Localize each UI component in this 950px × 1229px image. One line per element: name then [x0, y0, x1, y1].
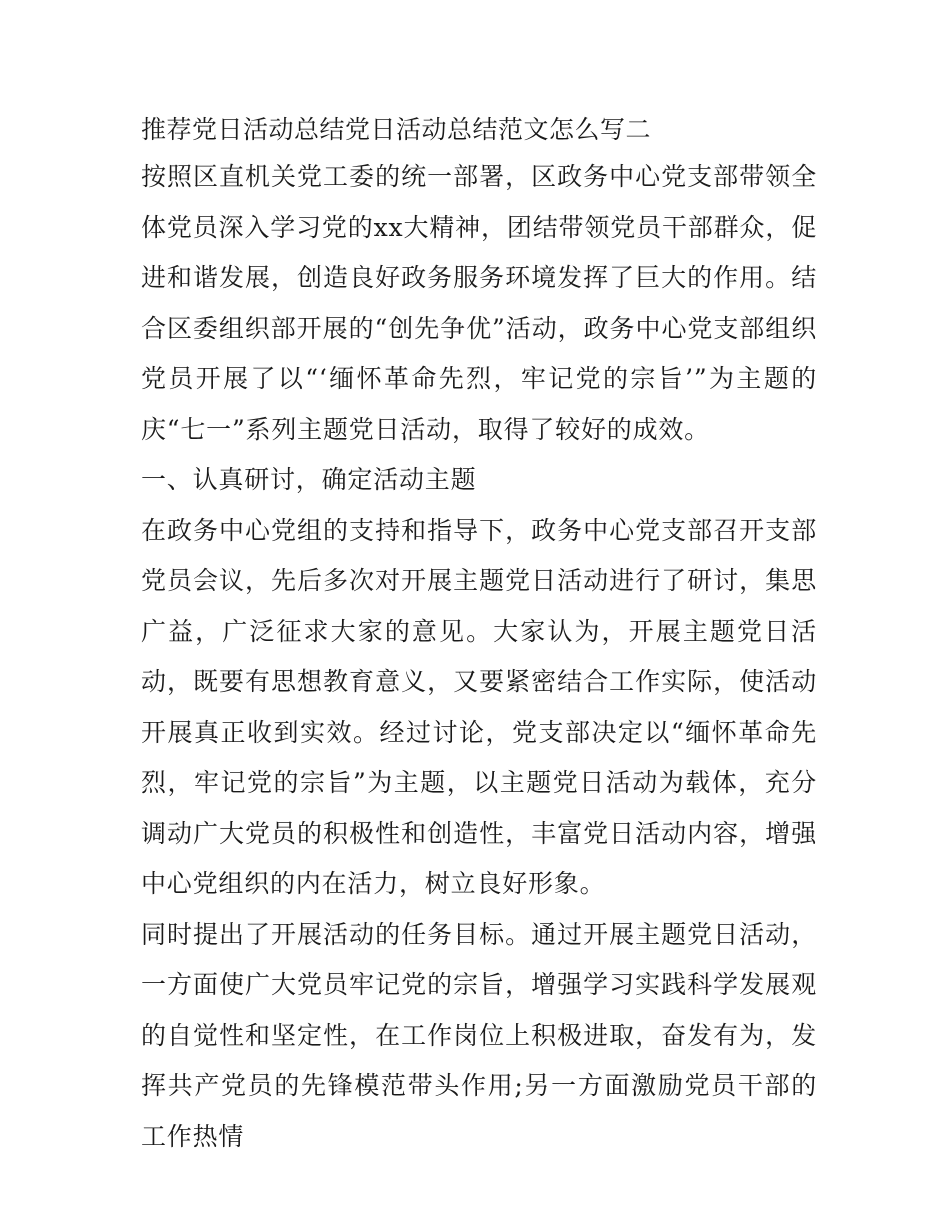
paragraph-goals: 同时提出了开展活动的任务目标。通过开展主题党日活动，一方面使广大党员牢记党的宗旨，增强学习实践科学发展观的自觉性和坚定性，在工作岗位上积极进取，奋发有为，发挥共产党员的先锋模范带头作用;另一方面激励党员干部的工作热情 — [141, 919, 817, 1151]
document-title: 推荐党日活动总结党日活动总结范文怎么写二 — [141, 115, 652, 144]
document-page — [141, 108, 817, 1162]
section-heading-1: 一、认真研讨，确定活动主题 — [141, 465, 477, 494]
paragraph-research: 在政务中心党组的支持和指导下，政务中心党支部召开支部党员会议，先后多次对开展主题党日活动进行了研讨，集思广益，广泛征求大家的意见。大家认为，开展主题党日活动，既要有思想教育意义，又要紧密结合工作实际，使活动开展真正收到实效。经过讨论，党支部决定以“缅怀革命先烈，牢记党的宗旨”为主题，以主题党日活动为载体，充分调动广大党员的积极性和创造性，丰富党日活动内容，增强中心党组织的内在活力，树立良好形象。 — [141, 515, 817, 898]
paragraph-intro: 按照区直机关党工委的统一部署，区政务中心党支部带领全体党员深入学习党的xx大精神，团结带领党员干部群众，促进和谐发展，创造良好政务服务环境发挥了巨大的作用。结合区委组织部开展的“创先争优”活动，政务中心党支部组织党员开展了以“‘缅怀革命先烈，牢记党的宗旨’”为主题的庆“七一”系列主题党日活动，取得了较好的成效。 — [141, 162, 817, 444]
